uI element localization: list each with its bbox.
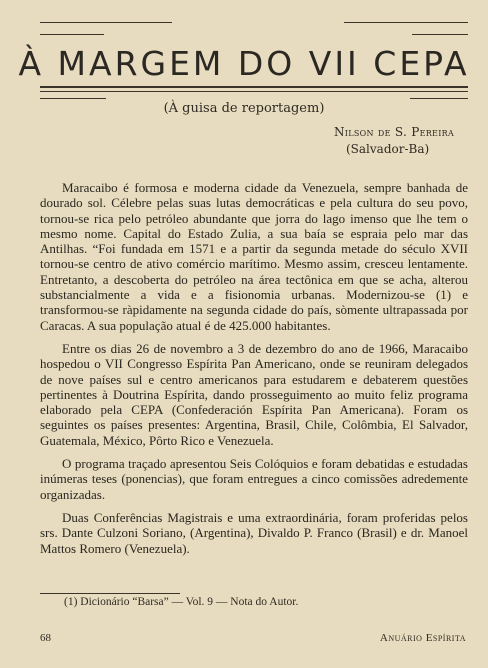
page-number: 68 <box>40 632 51 644</box>
title-rule-bottom-2 <box>40 91 468 92</box>
paragraph: Duas Conferências Magistrais e uma extraordinária, foram proferidas pelos srs. Dante Culzoni Soriano, (Argentina), Divaldo P. Franco (Brasil) e dr. Manoel Mattos Romero (Venezuela). <box>40 509 468 556</box>
paragraph: Maracaibo é formosa e moderna cidade da Venezuela, sempre banhada de dourado sol. Célebre pelas suas lutas democráticas e pela cultura do seu povo, tornou-se rica pelo petróleo abundante que jorra do lago imenso que lhe tem o mesmo nome. Capital do Estado Zulia, a sua baía se espraia pelo mar das Antilhas. “Foi fundada em 1571 e a partir da segunda metade do século XVII tornou-se centro de ativo comércio marítimo. Mesmo assim, cresceu lentamente. Entretanto, a descoberta do petróleo na área tectônica em que se acha, alterou substancialmente a vida e a fisionomia urbanas. Modernizou-se (1) e transformou-se ràpidamente na segunda cidade do país, sòmente ultrapassada por Caracas. A sua população atual é de 425.000 habitantes. <box>40 180 468 333</box>
article-title: À MARGEM DO VII CEPA <box>18 44 470 83</box>
paragraph: Entre os dias 26 de novembro a 3 de dezembro do ano de 1966, Maracaibo hospedou o VII Congresso Espírita Pan Americano, onde se reuniram delegados de nove países sul e centro americanos para estudarem e debaterem questões pertinentes à Doutrina Espírita, dando prosseguimento ao muito feliz programa elaborado pela CEPA (Confederación Espírita Pan Americana). Foram os seguintes os países presentes: Argentina, Brasil, Chile, Colômbia, El Salvador, Guatemala, México, Pôrto Rico e Venezuela. <box>40 340 468 448</box>
paragraph: O programa traçado apresentou Seis Colóquios e foram debatidas e estudadas inúmeras teses (ponencias), que foram entregues a cinco comissões adredemente organizadas. <box>40 456 468 502</box>
author-block <box>334 124 454 158</box>
title-rule-bottom-1 <box>40 86 468 88</box>
footnote: (1) Dicionário “Barsa” — Vol. 9 — Nota do Autor. <box>64 596 299 608</box>
author-name: Nilson de S. Pereira <box>334 125 455 139</box>
title-rule-top-left <box>40 22 172 23</box>
author-location: (Salvador-Ba) <box>346 142 430 156</box>
title-rule-top-right <box>344 22 468 23</box>
article-subtitle: (À guisa de reportagem) <box>163 101 325 116</box>
title-rule-bottom-right <box>410 98 468 99</box>
title-rule-top-left-2 <box>40 34 104 35</box>
running-head: Anuário Espírita <box>379 632 466 644</box>
article-body <box>40 180 468 564</box>
title-rule-top-right-2 <box>412 34 468 35</box>
title-rule-bottom-left <box>40 98 106 99</box>
footnote-rule <box>40 593 180 594</box>
